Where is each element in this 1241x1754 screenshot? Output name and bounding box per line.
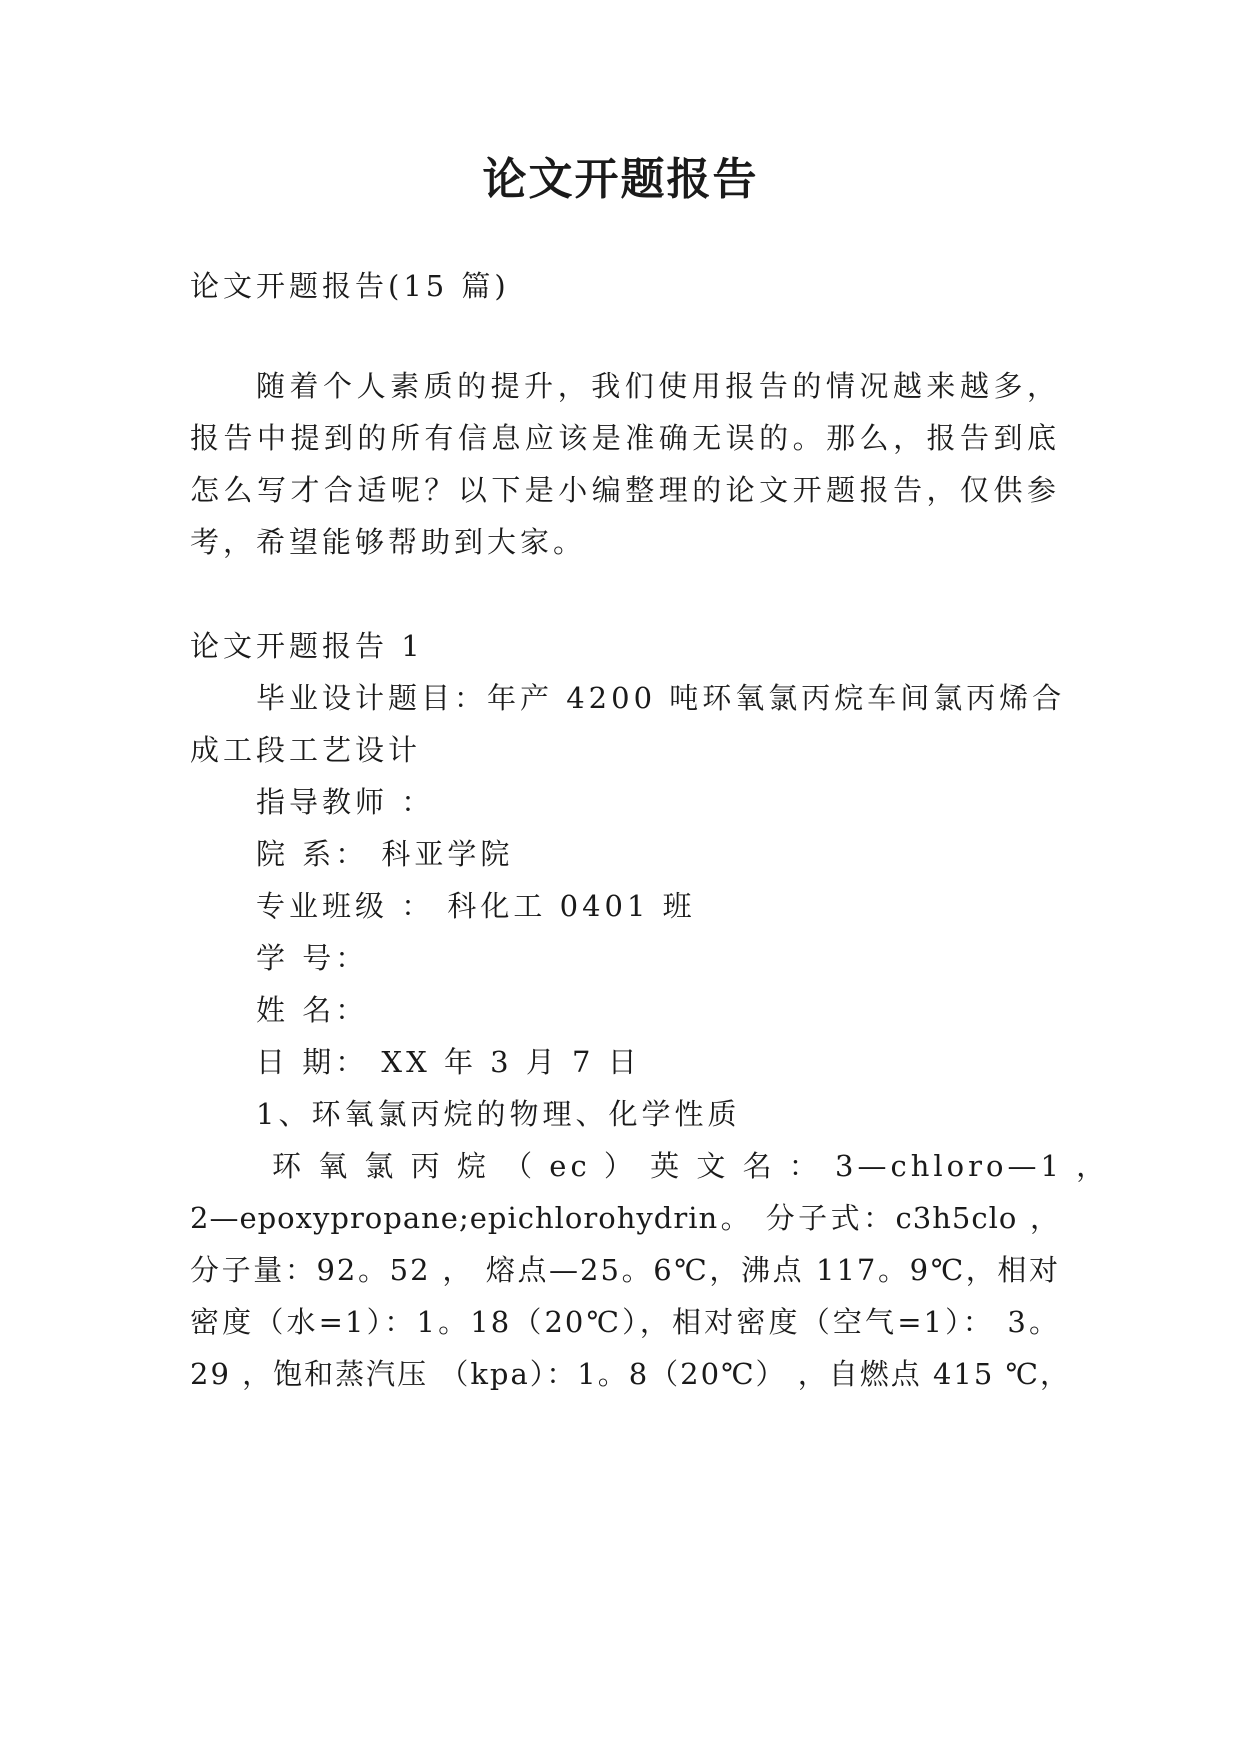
document-subtitle: 论文开题报告(15 篇) [190,269,510,303]
field-student-id: 学 号： [256,941,369,975]
document-title: 论文开题报告 [482,154,759,205]
field-advisor: 指导教师 ： [256,785,435,819]
section-heading: 论文开题报告 1 [190,629,424,663]
topic-line-1: 毕业设计题目：年产 4200 吨环氧氯丙烷车间氯丙烯合 [256,681,1066,715]
field-department: 院 系： 科亚学院 [256,837,514,871]
intro-line-2: 报告中提到的所有信息应该是准确无误的。那么，报告到底 [190,421,1060,455]
body-line-1: 环 氧 氯 丙 烷 （ ec ） 英 文 名 ： 3—chloro—1 ， [272,1149,1110,1183]
field-date: 日 期： XX 年 3 月 7 日 [256,1045,641,1079]
intro-line-1: 随着个人素质的提升，我们使用报告的情况越来越多， [256,369,1060,403]
body-line-4: 密度（水=1）：1。18（20℃），相对密度（空气=1）： 3。 [190,1305,1060,1339]
topic-line-2: 成工段工艺设计 [190,733,422,767]
body-line-3: 分子量：92。52 ， 熔点—25。6℃，沸点 117。9℃，相对 [190,1253,1060,1287]
field-class: 专业班级 ： 科化工 0401 班 [256,889,696,923]
body-line-2: 2—epoxypropane;epichlorohydrin。 分子式：c3h5clo ， [190,1201,1060,1235]
intro-line-4: 考，希望能够帮助到大家。 [190,525,587,559]
body-line-5: 29 ，饱和蒸汽压 （kpa）：1。8（20℃） ，自燃点 415 ℃， [190,1357,1071,1391]
field-name: 姓 名： [256,993,369,1027]
intro-line-3: 怎么写才合适呢？以下是小编整理的论文开题报告，仅供参 [190,473,1060,507]
point-heading: 1、环氧氯丙烷的物理、化学性质 [256,1097,741,1131]
